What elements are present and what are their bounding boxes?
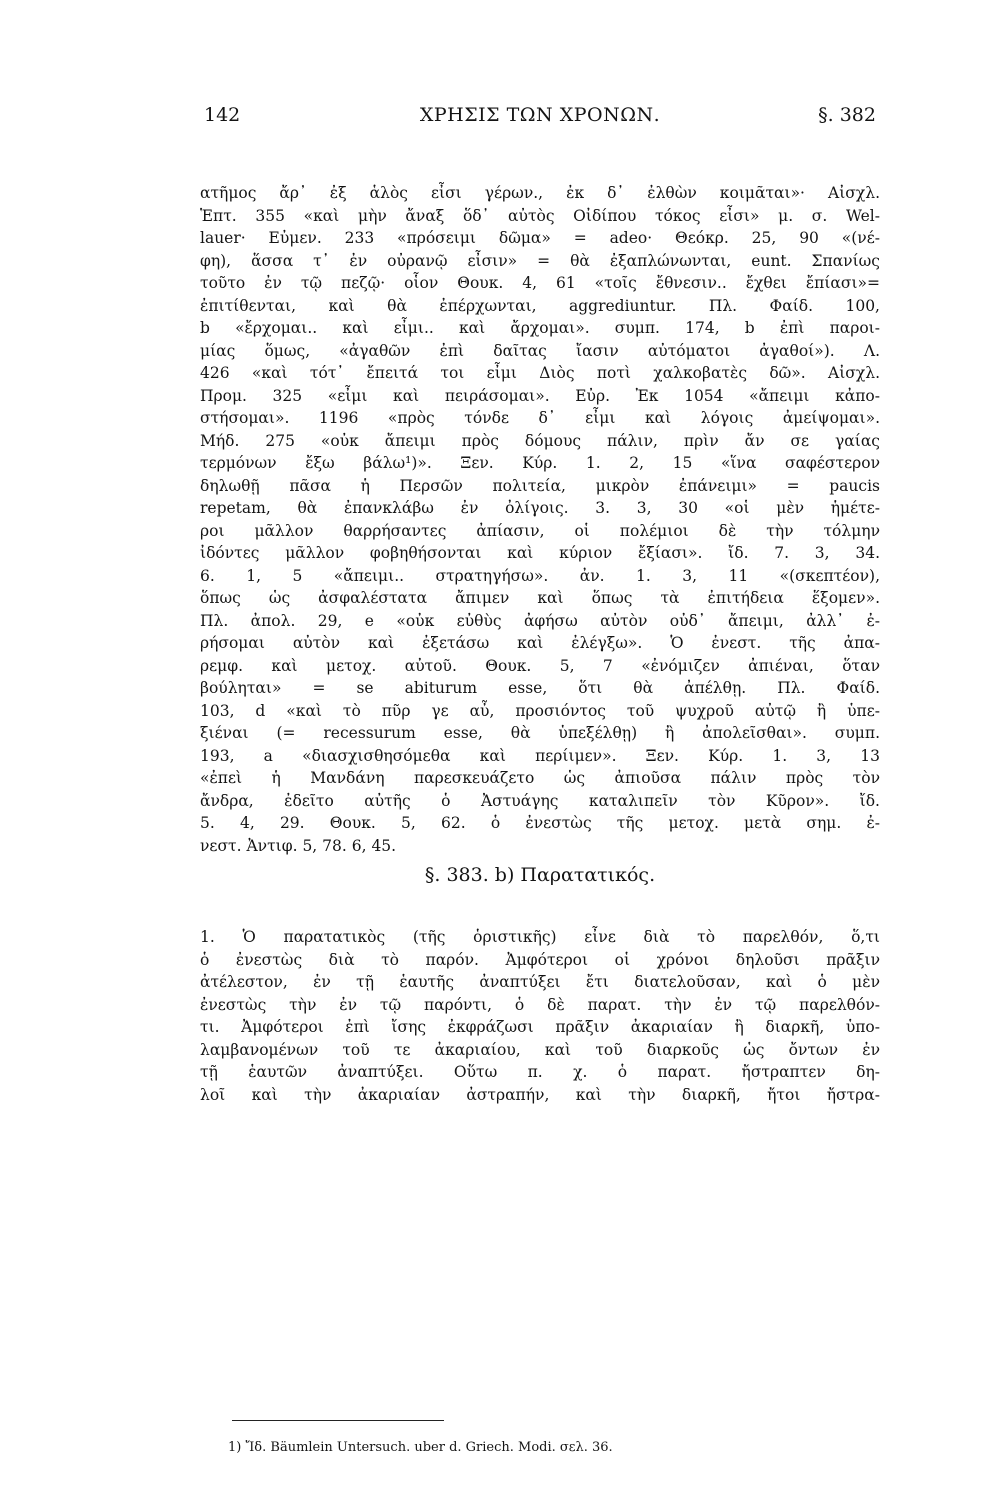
text-line: ρήσομαι αὐτὸν καὶ ἐξετάσω καὶ ἐλέγξω». Ὁ ἐνεστ. τῆς ἀπα-	[200, 634, 880, 652]
text-line: Πλ. ἀπολ. 29, e «οὐκ εὐθὺς ἀφήσω αὐτὸν οὐδ᾽ ἄπειμι, ἀλλ᾽ ἐ-	[200, 611, 880, 630]
text-line: στήσομαι». 1196 «πρὸς τόνδε δ᾽ εἶμι καὶ λόγοις ἀμείψομαι».	[200, 409, 880, 427]
text-line: 1. Ὁ παρατατικὸς (τῆς ὁριστικῆς) εἶνε διὰ τὸ παρελθόν, ὅ,τι	[200, 928, 880, 946]
section-reference: §. 382	[818, 104, 876, 126]
text-line: ὁ ἐνεστὼς διὰ τὸ παρόν. Ἀμφότεροι οἱ χρόνοι δηλοῦσι πρᾶξιν	[200, 950, 880, 969]
running-head	[204, 104, 876, 134]
text-line: βούληται» = se abiturum esse, ὅτι θὰ ἀπέλθῃ. Πλ. Φαίδ.	[200, 679, 880, 697]
text-line: Προμ. 325 «εἶμι καὶ πειράσομαι». Εὐρ. Ἐκ 1054 «ἄπειμι κἀπο-	[200, 386, 880, 405]
text-line: «ἐπεὶ ἡ Μανδάνη παρεσκευάζετο ὡς ἀπιοῦσα πάλιν πρὸς τὸν	[200, 769, 880, 787]
text-line: τερμόνων ἔξω βάλω¹)». Ξεν. Κύρ. 1. 2, 15 «ἵνα σαφέστερον	[200, 454, 880, 472]
text-line: λοῖ καὶ τὴν ἀκαριαίαν ἀστραπήν, καὶ τὴν διαρκῆ, ἤτοι ἤστρα-	[200, 1085, 880, 1104]
text-line: τῇ ἑαυτῶν ἀναπτύξει. Οὕτω π. χ. ὁ παρατ. ἤστραπτεν δη-	[200, 1063, 880, 1081]
text-line: repetam, θὰ ἐπανκλάβω ἐν ὀλίγοις. 3. 3, 30 «οἱ μὲν ἡμέτε-	[200, 499, 880, 517]
text-line: ἐπιτίθενται, καὶ θὰ ἐπέρχωνται, aggrediuntur. Πλ. Φαίδ. 100,	[200, 296, 880, 315]
footnote: 1) Ἴδ. Bäumlein Untersuch. uber d. Griech. Modi. σελ. 36.	[228, 1440, 613, 1455]
text-line: ἐνεστὼς τὴν ἐν τῷ παρόντι, ὁ δὲ παρατ. τὴν ἐν τῷ παρελθόν-	[200, 995, 880, 1014]
text-line: 6. 1, 5 «ἄπειμι.. στρατηγήσω». ἀν. 1. 3, 11 «(σκεπτέον),	[200, 566, 880, 585]
text-line: 193, a «διασχισθησόμεθα καὶ περίιμεν». Ξεν. Κύρ. 1. 3, 13	[200, 746, 880, 765]
text-line: ρεμφ. καὶ μετοχ. αὐτοῦ. Θουκ. 5, 7 «ἐνόμιζεν ἀπιέναι, ὅταν	[200, 656, 880, 675]
text-line: ἀτέλεστον, ἐν τῇ ἑαυτῆς ἀναπτύξει ἔτι διατελοῦσαν, καὶ ὁ μὲν	[200, 973, 880, 991]
text-line: lauer· Εὐμεν. 233 «πρόσειμι δῶμα» = adeo· Θεόκρ. 25, 90 «(νέ-	[200, 229, 880, 247]
text-line: ἄνδρα, ἐδεῖτο αὐτῆς ὁ Ἀστυάγης καταλιπεῖν τὸν Κῦρον». ἴδ.	[200, 791, 880, 810]
footnote-rule	[232, 1420, 444, 1421]
text-line: φη), ἅσσα τ᾽ ἐν οὐρανῷ εἶσιν» = θὰ ἐξαπλώνωνται, eunt. Σπανίως	[200, 251, 880, 270]
text-line: ἰδόντες μᾶλλον φοβηθήσονται καὶ κύριον ἔξίασι». ἴδ. 7. 3, 34.	[200, 544, 880, 562]
page-number: 142	[204, 104, 241, 126]
text-line: δηλωθῇ πᾶσα ἡ Περσῶν πολιτεία, μικρὸν ἐπάνειμι» = paucis	[200, 476, 880, 495]
text-line: τι. Ἀμφότεροι ἐπὶ ἴσης ἐκφράζωσι πρᾶξιν ἀκαριαίαν ἢ διαρκῆ, ὑπο-	[200, 1018, 880, 1036]
page-title: ΧΡΗΣΙΣ ΤΩΝ ΧΡΟΝΩΝ.	[419, 104, 661, 126]
text-line: b «ἔρχομαι.. καὶ εἶμι.. καὶ ἄρχομαι». συμπ. 174, b ἐπὶ παροι-	[200, 319, 880, 337]
text-line: 5. 4, 29. Θουκ. 5, 62. ὁ ἐνεστὼς τῆς μετοχ. μετὰ σημ. ἐ-	[200, 814, 880, 832]
text-line: τοῦτο ἐν τῷ πεζῷ· οἷον Θουκ. 4, 61 «τοῖς ἔθνεσιν.. ἔχθει ἔπίασι»=	[200, 274, 880, 292]
text-line: λαμβανομένων τοῦ τε ἀκαριαίου, καὶ τοῦ διαρκοῦς ὡς ὄντων ἐν	[200, 1040, 880, 1059]
text-line: Μήδ. 275 «οὐκ ἄπειμι πρὸς δόμους πάλιν, πρὶν ἄν σε γαίας	[200, 431, 880, 450]
text-line: ροι μᾶλλον θαρρήσαντες ἀπίασιν, οἱ πολέμιοι δὲ τὴν τόλμην	[200, 521, 880, 540]
text-line: νεστ. Ἀντιφ. 5, 78. 6, 45.	[200, 836, 397, 855]
text-line: ξιέναι (= recessurum esse, θὰ ὑπεξέλθῃ) ἢ ἀπολεῖσθαι». συμπ.	[200, 724, 880, 742]
text-line: ατῆμος ἄρ᾽ ἐξ ἁλὸς εἶσι γέρων., ἐκ δ᾽ ἐλθὼν κοιμᾶται»· Αἰσχλ.	[200, 184, 880, 202]
text-line: 103, d «καὶ τὸ πῦρ γε αὖ, προσιόντος τοῦ ψυχροῦ αὐτῷ ἢ ὑπε-	[200, 701, 880, 720]
text-line: μίας ὅμως, «ἀγαθῶν ἐπὶ δαῖτας ἴασιν αὐτόματοι ἀγαθοί»). Λ.	[200, 341, 880, 360]
text-line: Ἑπτ. 355 «καὶ μὴν ἄναξ ὅδ᾽ αὐτὸς Οἰδίπου τόκος εἶσι» μ. σ. Wel-	[200, 206, 880, 225]
text-line: 426 «καὶ τότ᾽ ἔπειτά τοι εἶμι Διὸς ποτὶ χαλκοβατὲς δῶ». Αἰσχλ.	[200, 364, 880, 382]
text-line: ὅπως ὡς ἀσφαλέστατα ἄπιμεν καὶ ὅπως τὰ ἐπιτήδεια ἕξομεν».	[200, 589, 880, 607]
section-heading: §. 383. b) Παρατατικός.	[424, 864, 656, 886]
